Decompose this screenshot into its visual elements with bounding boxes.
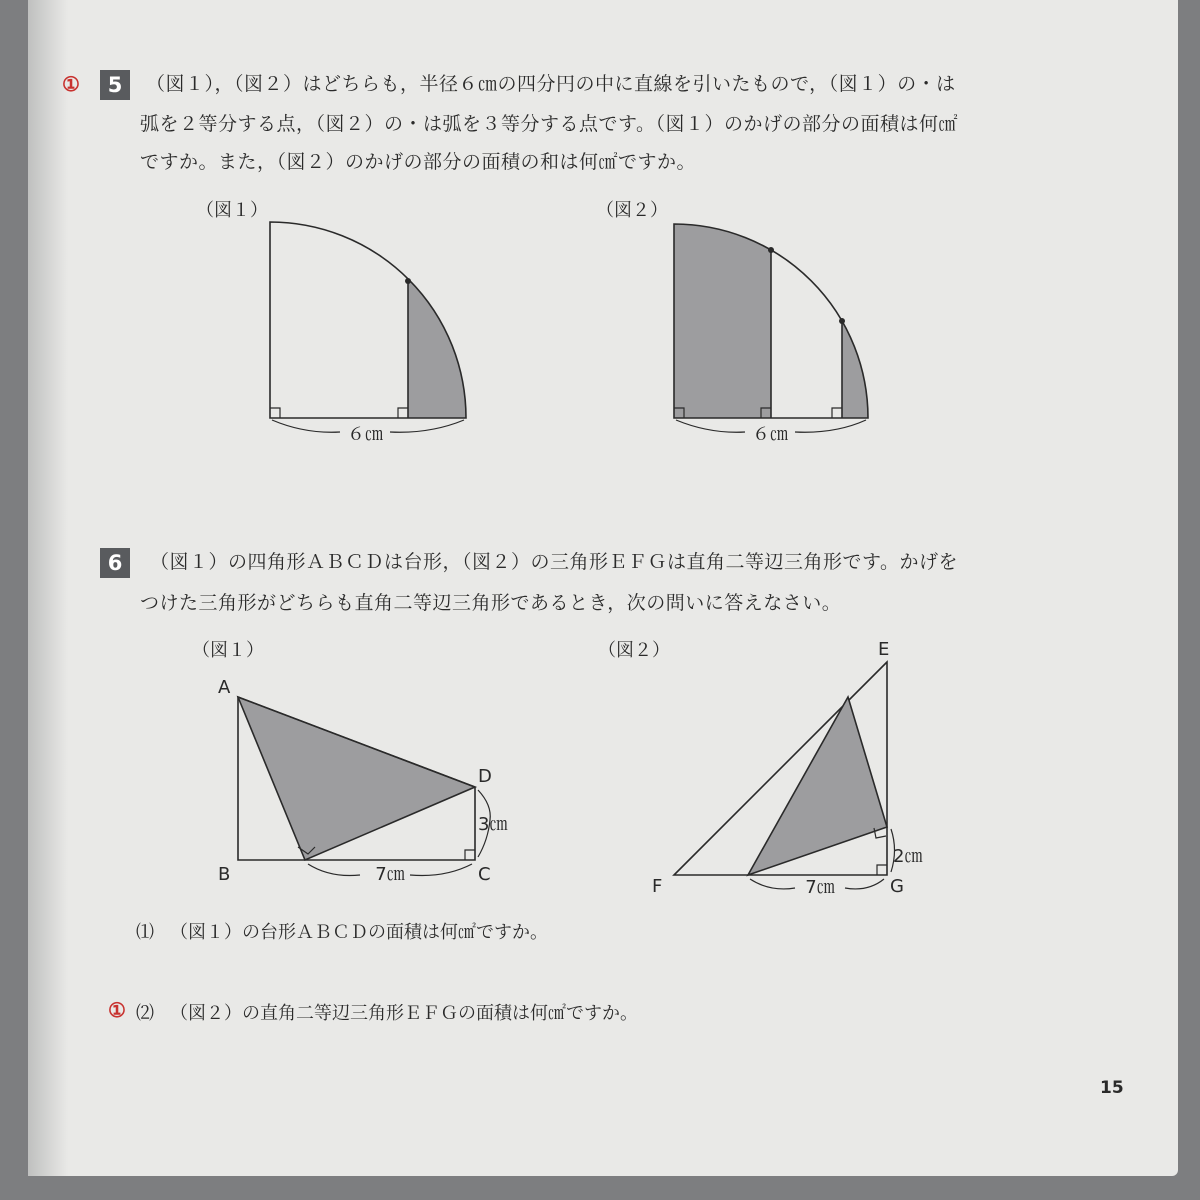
- sub-question-1-text: （図１）の台形ＡＢＣＤの面積は何㎠ですか。: [170, 922, 548, 943]
- problem-5-number: 5: [100, 70, 130, 100]
- problem-6-number: 6: [100, 548, 130, 578]
- p6-fig2-point-e: E: [878, 639, 890, 660]
- p5-fig1-dim-label: ６㎝: [347, 424, 383, 445]
- p6-fig2-point-f: F: [652, 876, 663, 897]
- teacher-check-mark-sub2: ①: [108, 998, 126, 1022]
- sub-question-2-text: （図２）の直角二等辺三角形ＥＦＧの面積は何㎠ですか。: [170, 1003, 638, 1024]
- p6-fig1-right-angle-mark-c: [465, 850, 475, 860]
- p5-fig2-dim-label: ６㎝: [752, 424, 788, 445]
- problem-5-line-2: 弧を２等分する点，（図２）の・は弧を３等分する点です。（図１）のかげの部分の面積は何㎠: [140, 113, 958, 135]
- problem-5-fig1-label: （図１）: [196, 200, 268, 221]
- p6-fig1-dim-cd: 3㎝: [478, 814, 508, 835]
- page-number: 15: [1100, 1078, 1124, 1098]
- p6-fig1-point-d: D: [478, 766, 492, 787]
- p6-fig1-point-b: B: [218, 864, 231, 885]
- problem-5-line-1: （図１），（図２）はどちらも，半径６㎝の四分円の中に直線を引いたもので，（図１）の・は: [146, 73, 956, 95]
- sub-question-2-number: ⑵: [136, 1003, 154, 1024]
- sub-question-1-number: ⑴: [136, 922, 154, 943]
- problem-6-fig1-label: （図１）: [192, 640, 264, 661]
- p6-fig2-dim-g: 2㎝: [893, 846, 923, 867]
- p6-fig2: [652, 639, 922, 898]
- p6-fig2-dim-bottom: 7㎝: [805, 877, 835, 898]
- p6-fig1-point-a: A: [218, 677, 231, 698]
- teacher-check-mark-5: ①: [62, 72, 80, 96]
- p6-fig2-right-angle-mark-g: [877, 865, 887, 875]
- p6-fig1: [218, 677, 507, 885]
- problem-6-fig2-label: （図２）: [598, 640, 670, 661]
- p6-fig1-shaded-triangle: [238, 697, 475, 860]
- problem-6-line-2: つけた三角形がどちらも直角二等辺三角形であるとき，次の問いに答えなさい。: [140, 592, 842, 614]
- problem-6-line-1: （図１）の四角形ＡＢＣＤは台形，（図２）の三角形ＥＦＧは直角二等辺三角形です。かげを: [150, 551, 958, 573]
- problem-5-line-3: ですか。また，（図２）のかげの部分の面積の和は何㎠ですか。: [140, 151, 697, 173]
- p6-fig1-dim-bottom: 7㎝: [375, 864, 405, 885]
- p6-fig2-shaded-triangle: [748, 697, 887, 875]
- p6-fig1-point-c: C: [478, 864, 491, 885]
- problem-5-fig2-label: （図２）: [596, 200, 668, 221]
- p6-fig2-point-g: G: [890, 876, 904, 897]
